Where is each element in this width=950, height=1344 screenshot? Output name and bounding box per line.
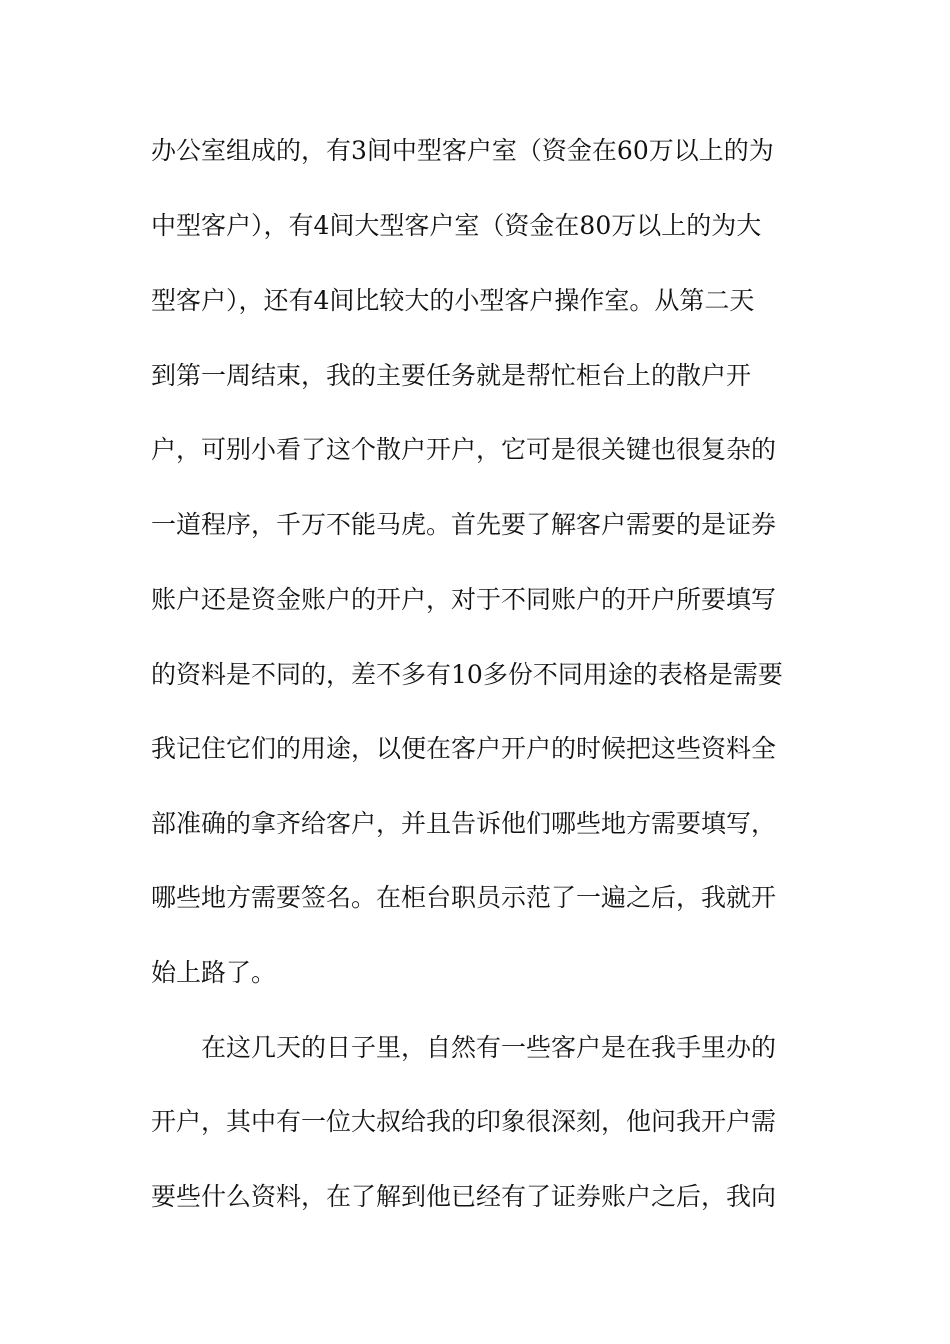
text-line: 我记住它们的用途，以便在客户开户的时候把这些资料全 [151,734,777,763]
text-line: 户，可别小看了这个散户开户，它可是很关键也很复杂的 [151,435,777,464]
text-line: 型客户），还有4间比较大的小型客户操作室。从第二天 [151,286,755,315]
text-line: 始上路了。 [151,958,277,987]
text-line: 部准确的拿齐给客户，并且告诉他们哪些地方需要填写， [151,809,777,838]
text-line: 哪些地方需要签名。在柜台职员示范了一遍之后，我就开 [151,883,777,912]
text-line: 账户还是资金账户的开户，对于不同账户的开户所要填写 [151,585,777,614]
text-line: 中型客户），有4间大型客户室（资金在80万以上的为大 [151,211,762,240]
paragraph-first-line: 在这几天的日子里，自然有一些客户是在我手里办的 [201,1033,777,1062]
text-line: 的资料是不同的，差不多有10多份不同用途的表格是需要 [151,660,783,689]
text-line: 到第一周结束，我的主要任务就是帮忙柜台上的散户开 [151,361,752,390]
text-line: 办公室组成的，有3间中型客户室（资金在60万以上的为 [151,136,774,165]
text-line: 开户，其中有一位大叔给我的印象很深刻，他问我开户需 [151,1107,777,1136]
text-line: 一道程序，千万不能马虎。首先要了解客户需要的是证券 [151,510,777,539]
text-line: 要些什么资料，在了解到他已经有了证券账户之后，我向 [151,1182,777,1211]
